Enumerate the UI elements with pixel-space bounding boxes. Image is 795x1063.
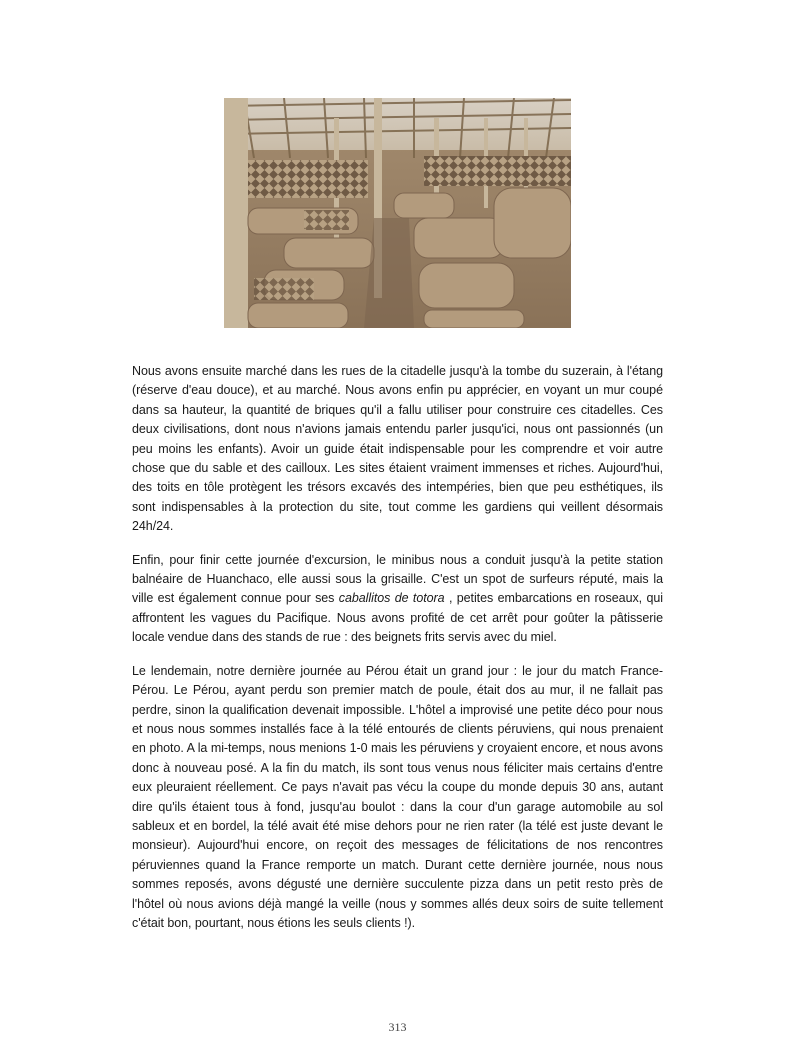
paragraph-citadel: Nous avons ensuite marché dans les rues de la citadelle jusqu'à la tombe du suzerain, à l'étang (réserve d'eau douce), et au marché. Nous avons enfin pu apprécier, en voyant un mur coupé dans sa hauteur, la quantité de briques qu'il a fallu utiliser pour construire ces citadelles. Ces deux civilisations, dont nous n'avions jamais entendu parler jusqu'ici, nous ont passionnés (un peu moins les enfants). Avoir un guide était indispensable pour les comprendre et voir autre chose que du sable et des cailloux. Les sites étaient vraiment immenses et riches. Aujourd'hui, des toits en tôle protègent les trésors excavés des intempéries, bien que peu esthétiques, ils sont indispensables à la protection du site, tout comme les gardiens qui veillent désormais 24h/24. bbox=[132, 364, 663, 534]
body-text bbox=[132, 362, 663, 947]
caballitos-term: caballitos de totora bbox=[338, 591, 445, 606]
paragraph-match: Le lendemain, notre dernière journée au Pérou était un grand jour : le jour du match France-Pérou. Le Pérou, ayant perdu son premier match de poule, était dos au mur, il ne fallait pas perdre, sinon la qualification devenait impossible. L'hôtel a improvisé une petite déco pour nous et nous nous sommes installés face à la télé entourés de clients péruviens, qui nous prenaient en photo. A la mi-temps, nous menions 1-0 mais les péruviens y croyaient encore, et nous avons donc à nouveau posé. A la fin du match, ils sont tous venus nous féliciter mais certains d'entre eux pleuraient réellement. Ce pays n'avait pas vécu la coupe du monde depuis 30 ans, autant dire qu'ils étaient tous à fond, jusqu'au boulot : dans la cour d'un garage automobile au sol sableux et en bordel, la télé avait été mise dehors pour ne rien rater (la télé est juste devant le monsieur). Aujourd'hui encore, on reçoit des messages de félicitations de nos rencontres péruviennes quand la France remporte un match. Durant cette dernière journée, nous nous sommes reposés, avons dégusté une dernière succulente pizza dans un petit resto près de l'hôtel où nous avions déjà mangé la veille (nous y sommes allés deux soirs de suite tellement c'était bon, pourtant, nous étions les seuls clients !). bbox=[132, 663, 663, 930]
paragraph-huanchaco-start: Enfin, pour finir cette journée d'excursion, le minibus nous a conduit jusqu'à la petite station balnéaire de Huanchaco, elle aussi sous la grisaille. C'est un spot de surfeurs réputé, mais la ville est également connue pour ses bbox=[132, 552, 663, 606]
paragraph-huanchaco bbox=[132, 551, 663, 648]
page-number: 313 bbox=[388, 1020, 407, 1034]
archaeological-site-photo bbox=[224, 98, 571, 328]
paragraph-huanchaco-end: , petites embarcations en roseaux, qui affrontent les vagues du Pacifique. Nous avons profité de cet arrêt pour goûter la pâtisserie locale vendue dans des stands de rue : des beignets frits servis avec du miel. bbox=[132, 591, 663, 645]
